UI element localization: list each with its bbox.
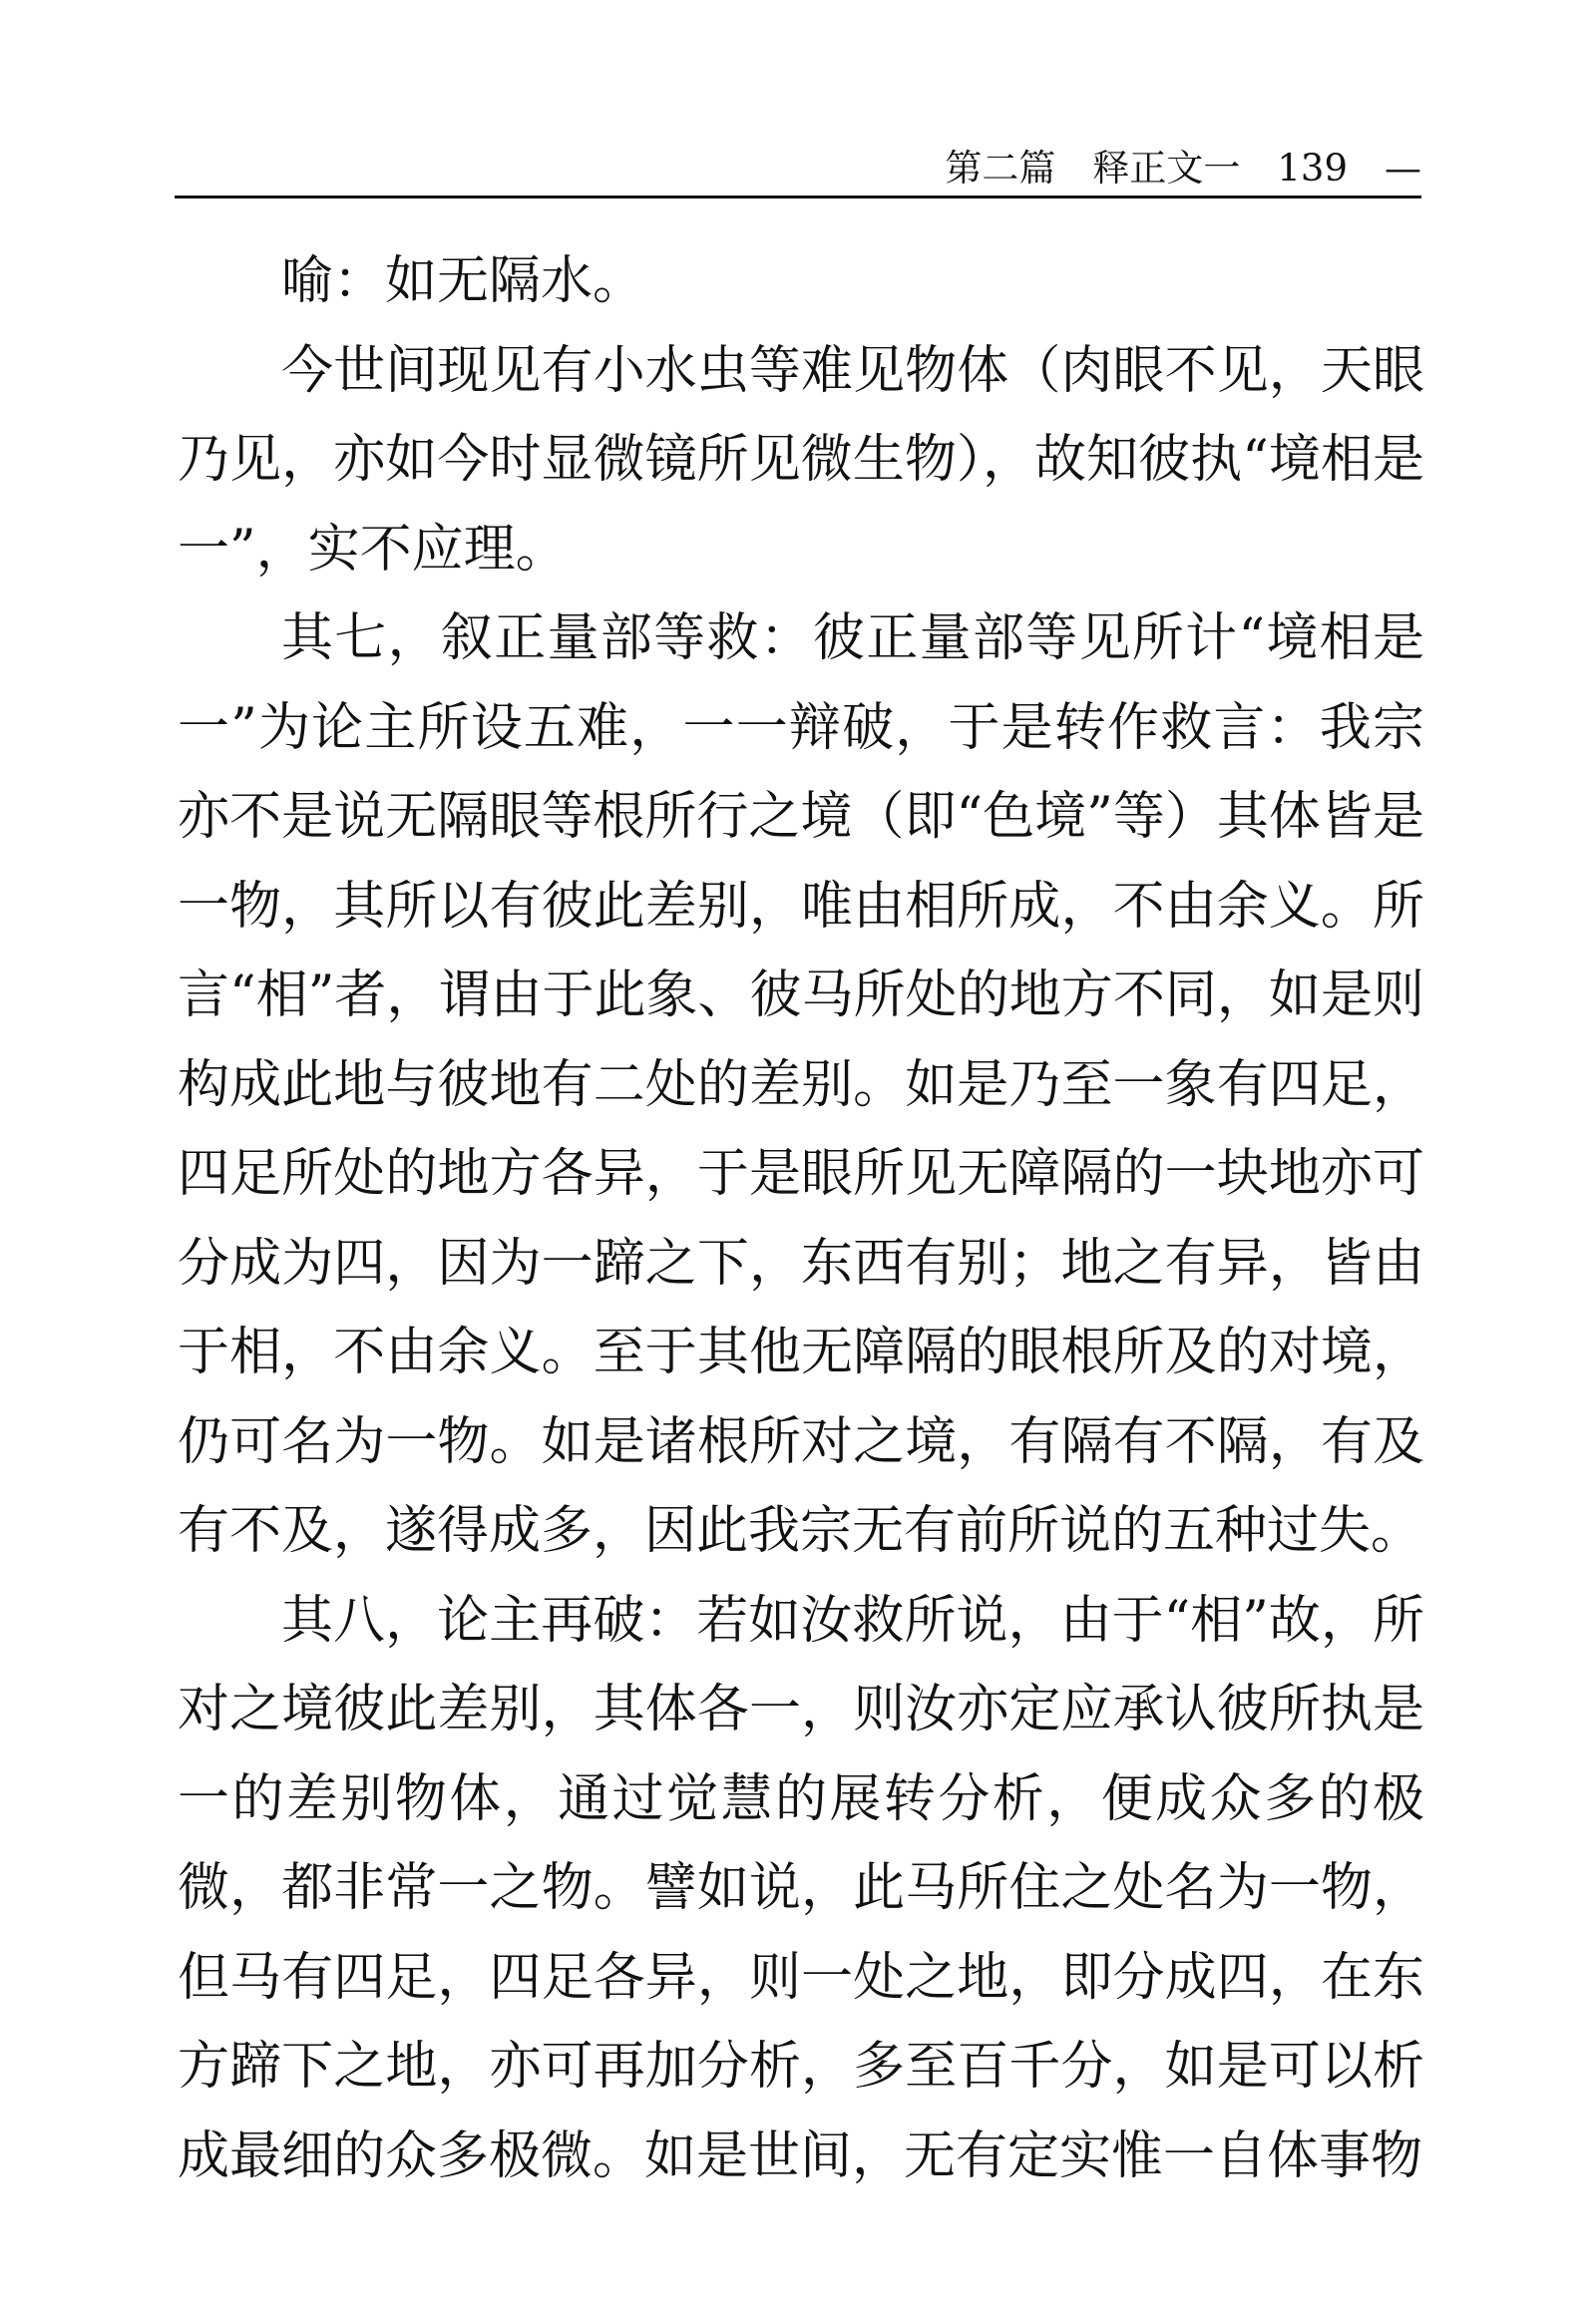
paragraph-4: 其八，论主再破：若如汝救所说，由于“相”故，所对之境彼此差别，其体各一，则汝亦定应承认彼所执是一的差别物体，通过觉慧的展转分析，便成众多的极微，都非常一之物。譬如说，此马所住之处名为一物，但马有四足，四足各异，则一处之地，即分成四，在东方蹄下之地，亦可再加分析，多至百千分，如是可以析成最细的众多极微。如是世间，无有定实惟一自体事物 [178,1590,1424,2186]
paragraph-2: 今世间现见有小水虫等难见物体（肉眼不见，天眼乃见，亦如今时显微镜所见微生物），故知彼执“境相是一”，实不应理。 [178,340,1424,579]
page-body [178,237,1424,2201]
paragraph-3: 其七，叙正量部等救：彼正量部等见所计“境相是一”为论主所设五难，一一辩破，于是转作救言：我宗亦不是说无隔眼等根所行之境（即“色境”等）其体皆是一物，其所以有彼此差别，唯由相所成，不由余义。所言“相”者，谓由于此象、彼马所处的地方不同，如是则构成此地与彼地有二处的差别。如是乃至一象有四足，四足所处的地方各异，于是眼所见无障隔的一块地亦可分成为四，因为一蹄之下，东西有别；地之有异，皆由于相，不由余义。至于其他无障隔的眼根所及的对境，仍可名为一物。如是诸根所对之境，有隔有不隔，有及有不及，遂得成多，因此我宗无有前所说的五种过失。 [178,608,1424,1561]
header-text: 第二篇 释正文一 139 — [945,147,1421,190]
running-header [175,146,1421,192]
paragraph-1: 喻：如无隔水。 [281,251,645,311]
header-rule [175,195,1421,198]
